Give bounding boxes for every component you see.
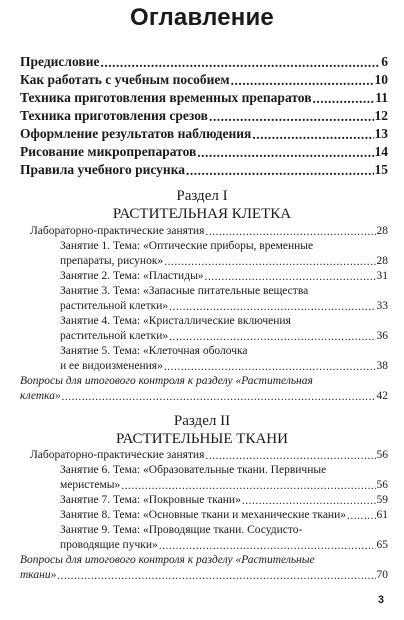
toc-entry-label: Занятие 8. Тема: «Основные ткани и механические ткани»: [60, 509, 346, 521]
toc-entry-sections-technique[interactable]: [20, 108, 388, 125]
toc-entry-label: Занятие 4. Тема: «Кристаллические включения: [60, 315, 291, 327]
toc-entry-label: Вопросы для итогового контроля к разделу «Растительные: [20, 554, 315, 566]
leader-dots: [242, 494, 376, 506]
lesson-7-entry[interactable]: [20, 493, 388, 508]
section-2-entries: [20, 448, 388, 583]
toc-entry-label: проводящие пучки»: [60, 539, 158, 551]
lab-classes-entry[interactable]: [20, 448, 388, 463]
section-2-review-entry[interactable]: [20, 553, 388, 568]
leader-dots: [159, 539, 376, 551]
toc-entry-page: 33: [376, 300, 388, 312]
toc-entry-page: 36: [376, 330, 388, 342]
leader-dots: [57, 569, 375, 581]
toc-entry-page: 28: [376, 225, 388, 237]
toc-entry-label: и ее видоизменения»: [60, 360, 163, 372]
lesson-4-entry-cont[interactable]: [20, 329, 388, 344]
leader-dots: [186, 163, 373, 177]
toc-entry-label: растительной клетки»: [60, 300, 169, 312]
lesson-6-entry-cont[interactable]: [20, 478, 388, 493]
toc-entry-label: Как работать с учебным пособием: [20, 72, 230, 87]
leader-dots: [205, 270, 376, 282]
lesson-6-entry[interactable]: [20, 463, 388, 478]
toc-entry-label: Занятие 7. Тема: «Покровные ткани»: [60, 494, 241, 506]
lesson-1-entry[interactable]: [20, 239, 388, 254]
leader-dots: [231, 73, 374, 87]
section-1-review-entry-cont[interactable]: [20, 389, 388, 404]
toc-entry-label: Занятие 3. Тема: «Запасные питательные вещества: [60, 285, 309, 297]
toc-entry-page: 56: [376, 479, 388, 491]
leader-dots: [252, 127, 373, 141]
toc-entry-observation-results[interactable]: [20, 126, 388, 143]
section-1-subheading: РАСТИТЕЛЬНАЯ КЛЕТКА: [112, 206, 292, 222]
toc-entry-page: 12: [374, 108, 388, 123]
toc-entry-page: 11: [375, 90, 388, 105]
toc-entry-label: Лабораторно-практические занятия: [30, 225, 205, 237]
toc-entry-page: 10: [374, 72, 388, 87]
leader-dots: [169, 300, 375, 312]
toc-entry-label: Занятие 6. Тема: «Образовательные ткани. Первичные: [60, 464, 327, 476]
section-2-review-entry-cont[interactable]: [20, 568, 388, 583]
lesson-2-entry[interactable]: [20, 269, 388, 284]
toc-entry-page: 15: [374, 162, 388, 177]
toc-entry-label: Предисловие: [20, 54, 100, 69]
toc-entry-label: растительной клетки»: [60, 330, 169, 342]
toc-entry-label: Вопросы для итогового контроля к разделу «Растительная: [20, 375, 313, 387]
leader-dots: [205, 225, 375, 237]
toc-entry-page: 59: [376, 494, 388, 506]
lesson-4-entry[interactable]: [20, 314, 388, 329]
leader-dots: [347, 509, 376, 521]
toc-entry-page: 65: [376, 539, 388, 551]
page-number: 3: [377, 594, 384, 606]
leader-dots: [100, 55, 380, 69]
toc-entry-drawing-rules[interactable]: [20, 162, 388, 179]
toc-entry-label: Занятие 1. Тема: «Оптические приборы, временные: [60, 240, 314, 252]
toc-entry-preface[interactable]: [20, 54, 388, 71]
lesson-3-entry[interactable]: [20, 284, 388, 299]
toc-entry-label: Техника приготовления срезов: [20, 108, 208, 123]
lesson-9-entry[interactable]: [20, 523, 388, 538]
lesson-5-entry[interactable]: [20, 344, 388, 359]
toc-entry-label: препараты, рисунок»: [60, 255, 164, 267]
toc-entry-label: клетка»: [20, 390, 61, 402]
toc-entry-label: Занятие 9. Тема: «Проводящие ткани. Сосудисто-: [60, 524, 303, 536]
lesson-5-entry-cont[interactable]: [20, 359, 388, 374]
leader-dots: [313, 91, 375, 105]
toc-entry-page: 13: [374, 126, 388, 141]
leader-dots: [62, 390, 376, 402]
toc-entry-how-to-work[interactable]: [20, 72, 388, 89]
page-title: Оглавление: [130, 4, 274, 31]
toc-entry-page: 38: [376, 360, 388, 372]
section-2-heading: Раздел II: [173, 413, 231, 429]
lesson-3-entry-cont[interactable]: [20, 299, 388, 314]
lesson-9-entry-cont[interactable]: [20, 538, 388, 553]
section-2-subheading: РАСТИТЕЛЬНЫЕ ТКАНИ: [116, 431, 288, 447]
leader-dots: [164, 360, 376, 372]
toc-entry-page: 31: [376, 270, 388, 282]
toc-entry-label: Занятие 2. Тема: «Пластиды»: [60, 270, 204, 282]
lesson-1-entry-cont[interactable]: [20, 254, 388, 269]
toc-entry-label: Занятие 5. Тема: «Клеточная оболочка: [60, 345, 248, 357]
section-1-review-entry[interactable]: [20, 374, 388, 389]
section-1-heading: Раздел I: [176, 188, 228, 204]
section-1-entries: [20, 224, 388, 404]
leader-dots: [205, 449, 375, 461]
leader-dots: [169, 330, 375, 342]
leader-dots: [197, 145, 373, 159]
toc-entry-label: Рисование микропрепаратов: [20, 144, 197, 159]
toc-entry-page: 6: [381, 54, 388, 69]
toc-entry-label: Лабораторно-практические занятия: [30, 449, 205, 461]
toc-entry-temporary-preparations[interactable]: [20, 90, 388, 107]
toc-entry-drawing-micropreparations[interactable]: [20, 144, 388, 161]
leader-dots: [121, 479, 375, 491]
toc-entry-label: Правила учебного рисунка: [20, 162, 186, 177]
toc-entry-page: 61: [376, 509, 388, 521]
toc-entry-label: Техника приготовления временных препаратов: [20, 90, 312, 105]
toc-entry-page: 56: [376, 449, 388, 461]
toc-entry-label: ткани»: [20, 569, 57, 581]
leader-dots: [164, 255, 375, 267]
toc-entry-page: 28: [376, 255, 388, 267]
lesson-8-entry[interactable]: [20, 508, 388, 523]
toc-entry-page: 70: [376, 569, 388, 581]
toc-entry-page: 14: [374, 144, 388, 159]
toc-entry-label: Оформление результатов наблюдения: [20, 126, 252, 141]
lab-classes-entry[interactable]: [20, 224, 388, 239]
toc-entry-label: меристемы»: [60, 479, 121, 491]
leader-dots: [209, 109, 374, 123]
toc-entry-page: 42: [376, 390, 388, 402]
